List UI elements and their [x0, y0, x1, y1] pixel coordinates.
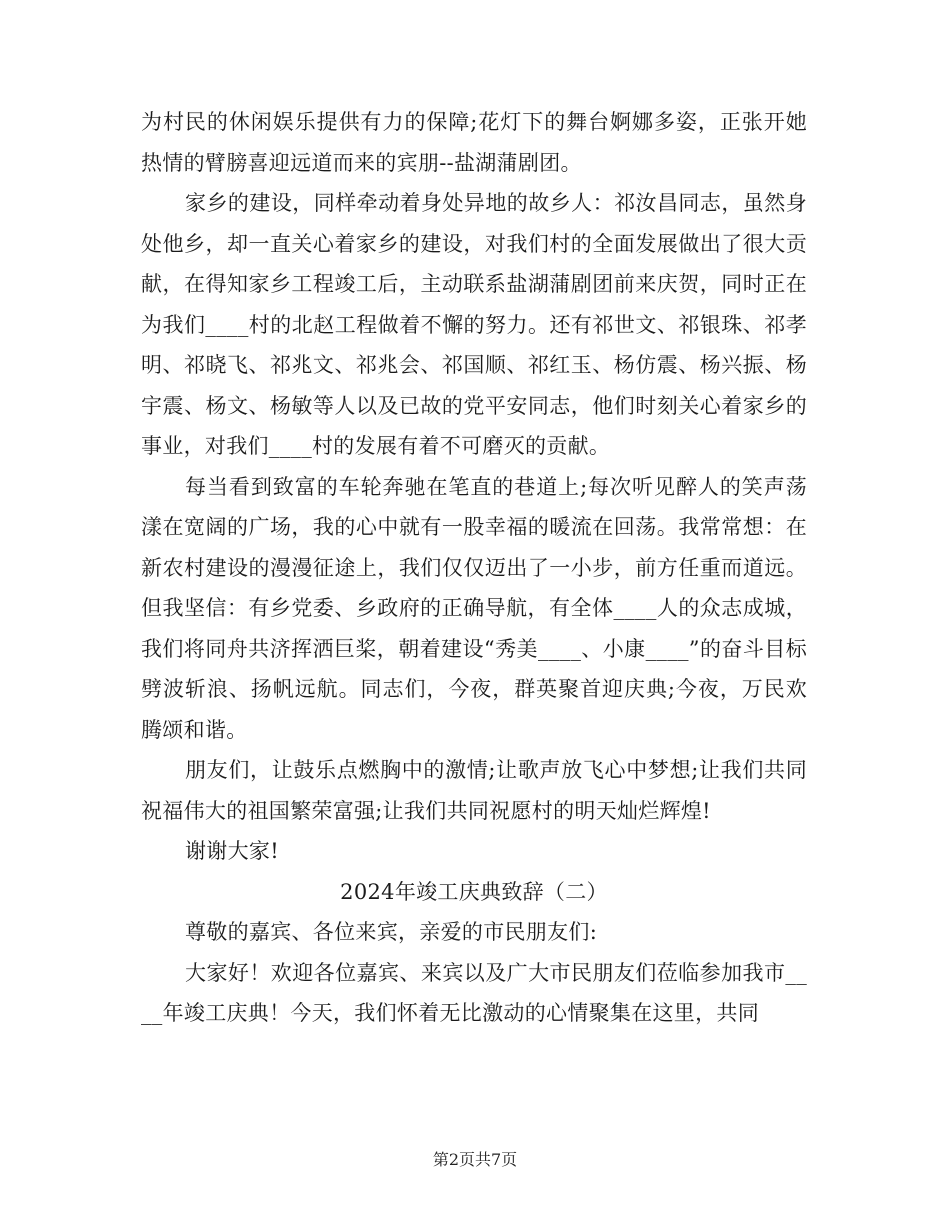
paragraph-greeting: 尊敬的嘉宾、各位来宾，亲爱的市民朋友们: [185, 920, 598, 944]
section-title: 2024年竣工庆典致辞（二） [340, 879, 608, 904]
paragraph-rural-development: 每当看到致富的车轮奔驰在笔直的巷道上;每次听见醉人的笑声荡漾在宽阔的广场，我的心中就有一股幸福的暖流在回荡。我常常想：在新农村建设的漫漫征途上，我们仅仅迈出了一小步，前方任重而道远。但我坚信：有乡党委、乡政府的正确导航，有全体____人的众志成城，我们将同舟共济挥洒巨桨，朝着建设“秀美____、小康____”的奋斗目标劈波斩浪、扬帆远航。同志们，今夜，群英聚首迎庆典;今夜，万民欢腾颂和谐。 [141, 474, 807, 742]
paragraph-blessing: 朋友们，让鼓乐点燃胸中的激情;让歌声放飞心中梦想;让我们共同祝福伟大的祖国繁荣富强;让我们共同祝愿村的明天灿烂辉煌! [141, 758, 807, 823]
page-number-footer: 第2页共7页 [432, 1150, 518, 1169]
paragraph-hometown-supporters: 家乡的建设，同样牵动着身处异地的故乡人：祁汝昌同志，虽然身处他乡，却一直关心着家乡的建设，对我们村的全面发展做出了很大贡献，在得知家乡工程竣工后，主动联系盐湖蒲剧团前来庆贺，同时正在为我们____村的北赵工程做着不懈的努力。还有祁世文、祁银珠、祁孝明、祁晓飞、祁兆文、祁兆会、祁国顺、祁红玉、杨仿震、杨兴振、杨宇震、杨文、杨敏等人以及已故的党平安同志，他们时刻关心着家乡的事业，对我们____村的发展有着不可磨灭的贡献。 [141, 191, 807, 458]
document-body [141, 102, 807, 1034]
paragraph-continuation: 为村民的休闲娱乐提供有力的保障;花灯下的舞台婀娜多姿，正张开她热情的臂膀喜迎远道而来的宾朋--盐湖蒲剧团。 [141, 110, 807, 175]
paragraph-thanks: 谢谢大家! [185, 839, 279, 863]
paragraph-welcome: 大家好！欢迎各位嘉宾、来宾以及广大市民朋友们莅临参加我市____年竣工庆典！今天，我们怀着无比激动的心情聚集在这里，共同 [141, 960, 807, 1025]
